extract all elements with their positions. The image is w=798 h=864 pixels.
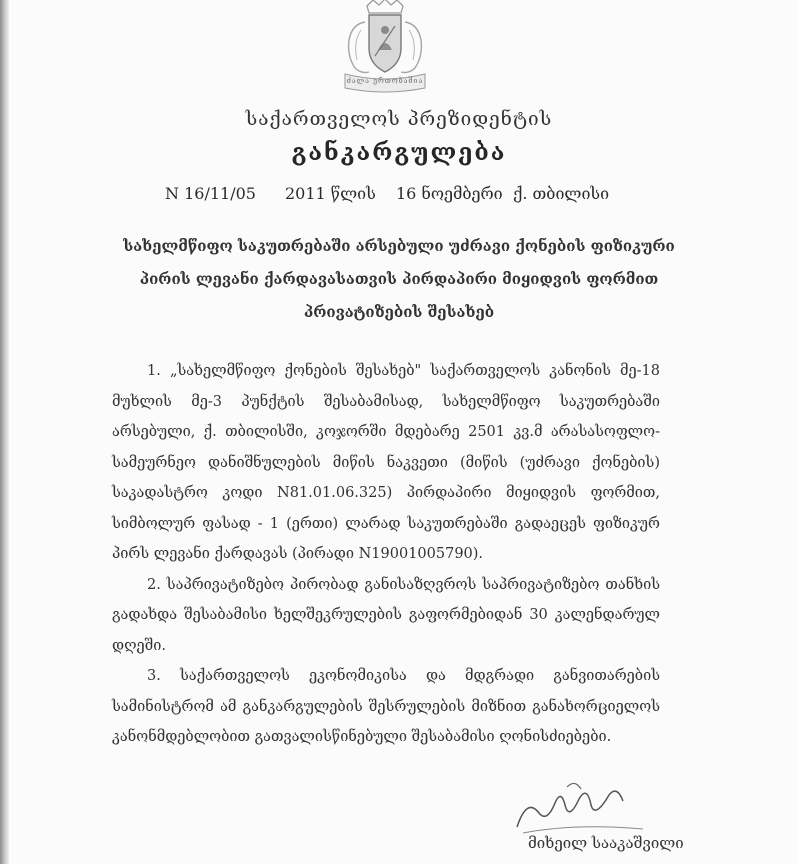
paragraph-1: 1. „სახელმწიფო ქონების შესახებ" საქართველოს კანონის მე-18 მუხლის მე-3 პუნქტის შესაბამისად, სახელმწიფო საკუთრებაში არსებული, ქ. თბილისში, კოჯორში მდებარე 2501 კვ.მ არასასოფლო-სამეურნეო დანიშნულების მიწის ნაკვეთი (მიწის (უძრავი ქონების) საკადასტრო კოდი N81.01.06.325) პირდაპირი მიყიდვის ფორმით, სიმბოლურ ფასად - 1 (ერთი) ლარად საკუთრებაში გადაეცეს ფიზიკურ პირს ლევანი ქარდავას (პირადი N19001005790). xyxy=(112,363,660,562)
document-year: 2011 წლის xyxy=(285,184,376,203)
emblem-motto: ძალა ერთობაშია xyxy=(346,77,424,85)
document-number: N 16/11/05 xyxy=(165,184,256,203)
decree-title: სახელმწიფო საკუთრებაში არსებული უძრავი ქონების ფიზიკური პირის ლევანი ქარდავასათვის პირდაპირი მიყიდვის ფორმით პრივატიზების შესახებ xyxy=(123,237,675,321)
document-type-title: განკარგულება xyxy=(291,139,507,166)
decree-body xyxy=(112,356,660,753)
signer-name: მიხეილ სააკაშვილი xyxy=(528,834,684,852)
emblem xyxy=(325,0,445,96)
signature-mark xyxy=(505,775,655,840)
paragraph-3: 3. საქართველოს ეკონომიკისა და მდგრადი განვითარების სამინისტრომ ამ განკარგულების შესრულების მიზნით განახორციელოს კანონმდებლობით გათვალისწინებული შესაბამისი ღონისძიებები. xyxy=(112,668,660,745)
paragraph-2: 2. საპრივატიზებო პირობად განისაზღვროს საპრივატიზებო თანხის გადახდა შესაბამისი ხელშეკრულების გაფორმებიდან 30 კალენდარულ დღეში. xyxy=(112,576,660,654)
header-title: საქართველოს პრეზიდენტის xyxy=(245,108,553,130)
document-city: ქ. თბილისი xyxy=(513,184,610,203)
document-day: 16 ნოემბერი xyxy=(396,184,503,203)
